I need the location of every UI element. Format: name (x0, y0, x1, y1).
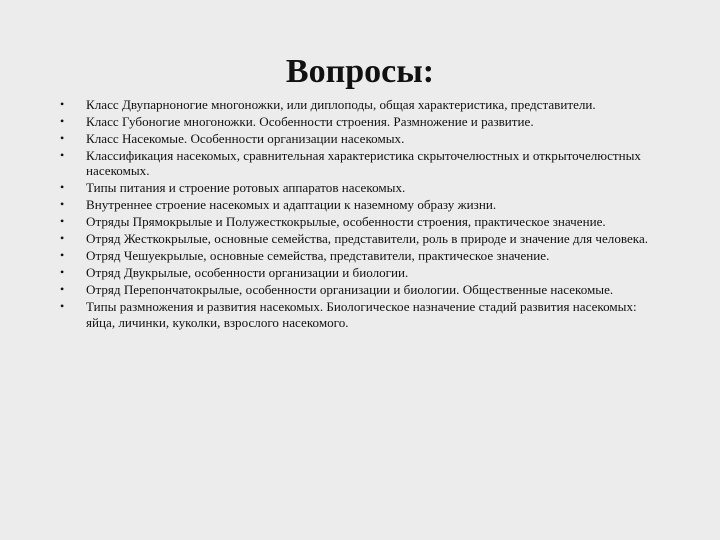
bullet-icon: • (60, 197, 65, 212)
question-list (58, 97, 658, 332)
list-item-text: Отряд Двукрылые, особенности организации и биологии. (86, 265, 409, 281)
list-item (58, 197, 658, 212)
bullet-icon: • (60, 97, 65, 111)
list-item-text: Отряд Перепончатокрылые, особенности организации и биологии. Общественные насекомые. (86, 282, 614, 298)
list-item (58, 299, 658, 330)
slide-title (0, 52, 720, 92)
bullet-icon: • (60, 148, 65, 162)
list-item-text: Внутреннее строение насекомых и адаптации к наземному образу жизни. (86, 197, 497, 213)
list-item (58, 282, 658, 297)
list-item (58, 180, 658, 195)
list-item (58, 214, 658, 229)
bullet-icon: • (60, 248, 65, 263)
list-item-text: Отряды Прямокрылые и Полужесткокрылые, особенности строения, практическое значение. (86, 214, 606, 230)
list-item (58, 248, 658, 263)
list-item-text: Классификация насекомых, сравнительная характеристика скрыточелюстных и открыточелюстных насекомых. (86, 148, 641, 179)
bullet-icon: • (60, 114, 65, 128)
list-item (58, 231, 658, 246)
list-item-text: Класс Насекомые. Особенности организации насекомых. (86, 131, 405, 146)
list-item-text: Типы питания и строение ротовых аппаратов насекомых. (86, 180, 406, 196)
slide-title-text: Вопросы: (285, 53, 435, 90)
list-item (58, 114, 658, 129)
bullet-icon: • (60, 214, 65, 229)
list-item-text: Типы размножения и развития насекомых. Биологическое назначение стадий развития насекомых: яйца, личинки, куколки, взрослого насекомого. (86, 299, 637, 330)
bullet-icon: • (60, 282, 65, 297)
bullet-icon: • (60, 180, 65, 195)
list-item (58, 131, 658, 146)
list-item (58, 97, 658, 112)
list-item-text: Отряд Жесткокрылые, основные семейства, представители, роль в природе и значение для человека. (86, 231, 649, 247)
list-item-text: Отряд Чешуекрылые, основные семейства, представители, практическое значение. (86, 248, 550, 264)
bullet-icon: • (60, 265, 65, 280)
bullet-icon: • (60, 131, 65, 145)
list-item-text: Класс Двупарноногие многоножки, или диплоподы, общая характеристика, представители. (86, 97, 596, 112)
list-item (58, 148, 658, 179)
bullet-icon: • (60, 299, 65, 314)
bullet-icon: • (60, 231, 65, 246)
list-item (58, 265, 658, 280)
list-item-text: Класс Губоногие многоножки. Особенности строения. Размножение и развитие. (86, 114, 534, 129)
